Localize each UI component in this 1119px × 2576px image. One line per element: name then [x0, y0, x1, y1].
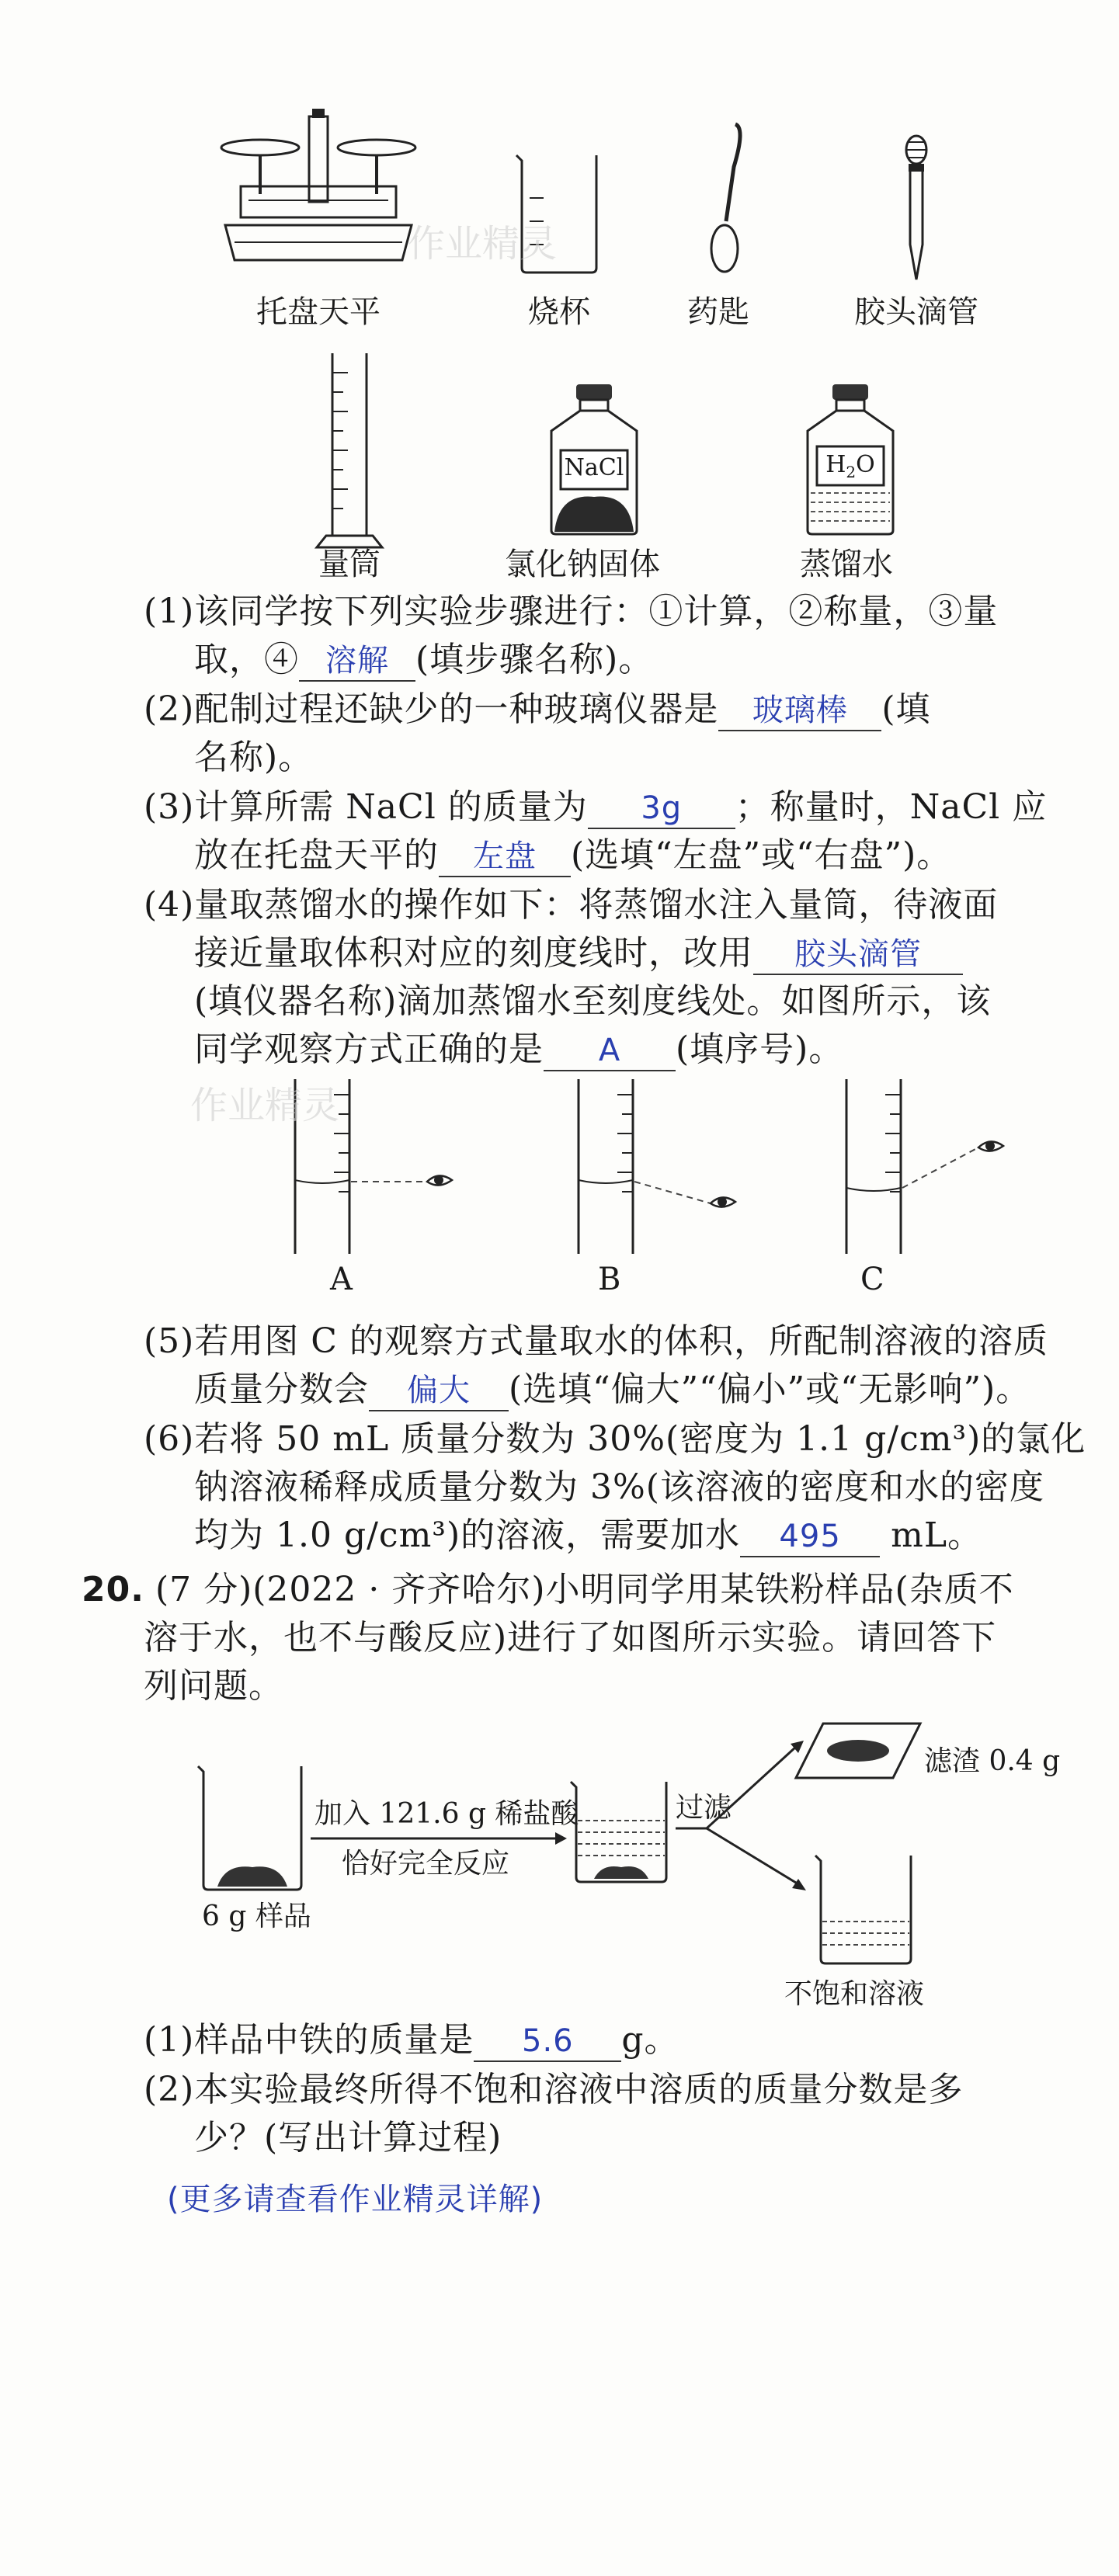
dropper-illustration	[901, 136, 932, 283]
q1-answer: 溶解	[299, 641, 415, 682]
q20-sub2-text-b: 少？(写出计算过程)	[194, 2118, 502, 2158]
sample-caption: 6 g 样品	[202, 1901, 311, 1932]
q2-text-a: (2)配制过程还缺少的一种玻璃仪器是	[144, 689, 719, 729]
q2-answer: 玻璃棒	[718, 691, 881, 731]
watermark-1: 作业精灵	[408, 222, 558, 266]
balance-caption: 托盘天平	[256, 294, 381, 330]
q20-line-3	[144, 1665, 283, 1708]
q20-sub1-text-b: g。	[621, 2020, 679, 2060]
q5-text-a: (5)若用图 C 的观察方式量取水的体积，所配制溶液的溶质	[144, 1321, 1048, 1361]
filter-arrows	[676, 1739, 808, 1894]
q6-text-d: mL。	[891, 1515, 983, 1555]
q20-sub2-text-a: (2)本实验最终所得不饱和溶液中溶质的质量分数是多	[144, 2070, 964, 2109]
q5-text-b: 质量分数会	[194, 1370, 369, 1409]
nacl-label: NaCl	[564, 454, 624, 481]
q6-text-b: 钠溶液稀释成质量分数为 3%(该溶液的密度和水的密度	[194, 1467, 1044, 1507]
solution-caption: 不饱和溶液	[784, 1978, 925, 2010]
arrow-label-bottom: 恰好完全反应	[342, 1848, 510, 1880]
q3-answer-1: 3g	[588, 789, 735, 829]
q20-line-1	[82, 1568, 1014, 1612]
beaker-caption: 烧杯	[528, 294, 590, 330]
q1-text-c: (填步骤名称)。	[415, 640, 654, 679]
more-details-link[interactable]: (更多请查看作业精灵详解)	[167, 2182, 544, 2217]
water-label	[817, 451, 884, 481]
q3-text-d: (选填“左盘”或“右盘”)。	[571, 835, 952, 875]
q4-text-d: 同学观察方式正确的是	[194, 1029, 544, 1069]
q3-text-a: (3)计算所需 NaCl 的质量为	[144, 787, 588, 827]
fig-label-a: A	[330, 1262, 353, 1297]
solution-beaker	[811, 1852, 920, 1968]
nacl-caption: 氯化钠固体	[505, 547, 660, 582]
spoon-illustration	[703, 120, 749, 276]
q5-line-1	[144, 1320, 1048, 1363]
q20-text-a: (7 分)(2022 · 齐齐哈尔)小明同学用某铁粉样品(杂质不	[155, 1570, 1014, 1609]
q2-text-b: (填	[881, 689, 931, 729]
q4-text-b: 接近量取体积对应的刻度线时，改用	[194, 933, 753, 973]
q2-line-1	[144, 688, 931, 731]
q6-line-2	[194, 1466, 1044, 1509]
q1-line-2	[194, 638, 653, 682]
cylinder-caption: 量筒	[318, 547, 381, 582]
balance-illustration	[217, 109, 419, 279]
reading-figure-c	[839, 1079, 1017, 1258]
q4-line-1	[144, 884, 998, 927]
q3-line-2	[194, 834, 951, 877]
q6-answer: 495	[740, 1517, 880, 1557]
q4-line-4	[194, 1028, 843, 1071]
q3-answer-2: 左盘	[439, 837, 571, 877]
q20-line-2	[144, 1616, 996, 1660]
sample-beaker	[194, 1762, 311, 1894]
q3-text-c: 放在托盘天平的	[194, 835, 439, 875]
q2-text-c: 名称)。	[194, 738, 314, 777]
q4-text-c: (填仪器名称)滴加蒸馏水至刻度线处。如图所示，该	[194, 981, 992, 1021]
water-bottle	[800, 384, 901, 536]
residue-caption: 滤渣 0.4 g	[924, 1745, 1061, 1777]
q20-sub2-line-2	[194, 2116, 502, 2160]
water-caption: 蒸馏水	[800, 547, 893, 582]
water-label-sub: 2	[846, 463, 857, 481]
q4-line-3	[194, 980, 991, 1023]
q4-answer-1: 胶头滴管	[753, 935, 963, 975]
filter-paper	[792, 1720, 924, 1782]
dropper-caption: 胶头滴管	[854, 294, 978, 330]
q20-sub1	[144, 2019, 679, 2062]
q3-text-b: ；称量时，NaCl 应	[735, 787, 1048, 827]
q1-text-a: (1)该同学按下列实验步骤进行：①计算，②称量，③量	[144, 592, 999, 631]
water-label-o: O	[856, 451, 875, 478]
q20-sub1-text-a: (1)样品中铁的质量是	[144, 2020, 474, 2060]
q5-answer: 偏大	[369, 1371, 509, 1411]
fig-label-b: B	[598, 1262, 621, 1297]
q4-text-a: (4)量取蒸馏水的操作如下：将蒸馏水注入量筒，待液面	[144, 885, 999, 925]
nacl-bottle	[544, 384, 645, 536]
watermark-2: 作业精灵	[190, 1084, 340, 1127]
q3-line-1	[144, 786, 1047, 829]
q4-line-2	[194, 932, 963, 975]
q20-sub2-line-1	[144, 2068, 963, 2112]
arrow-label-top: 加入 121.6 g 稀盐酸	[315, 1798, 579, 1830]
filter-label: 过滤	[676, 1792, 732, 1824]
q6-line-1	[144, 1418, 1086, 1461]
cylinder-illustration	[311, 349, 396, 551]
q4-answer-2: A	[544, 1031, 676, 1071]
fig-label-c: C	[860, 1262, 884, 1297]
q5-text-c: (选填“偏大”“偏小”或“无影响”)。	[509, 1370, 1031, 1409]
water-label-h: H	[825, 451, 846, 478]
q1-line-1	[144, 590, 998, 634]
spoon-caption: 药匙	[687, 294, 749, 330]
q20-text-c: 列问题。	[144, 1666, 283, 1706]
q5-line-2	[194, 1368, 1030, 1411]
q6-text-c: 均为 1.0 g/cm³)的溶液，需要加水	[194, 1515, 741, 1555]
q20-sub1-answer: 5.6	[474, 2022, 621, 2062]
q1-text-b: 取，④	[194, 640, 299, 679]
q4-text-e: (填序号)。	[676, 1029, 844, 1069]
reading-figure-b	[571, 1079, 749, 1258]
q20-number: 20.	[82, 1570, 144, 1609]
q20-text-b: 溶于水，也不与酸反应)进行了如图所示实验。请回答下	[144, 1618, 997, 1658]
reaction-beaker	[567, 1778, 676, 1887]
q2-line-2	[194, 736, 313, 779]
q6-line-3	[194, 1514, 982, 1557]
q6-text-a: (6)若将 50 mL 质量分数为 30%(密度为 1.1 g/cm³)的氯化	[144, 1419, 1086, 1459]
